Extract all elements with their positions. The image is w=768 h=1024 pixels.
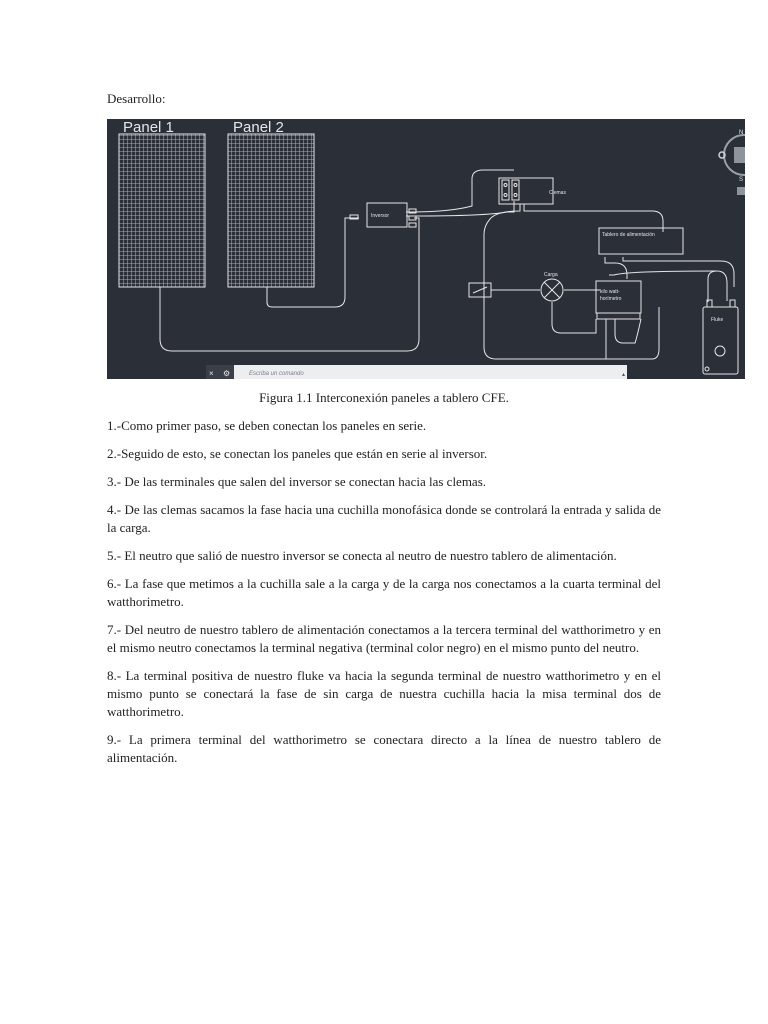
panel-1-label: Panel 1 — [123, 119, 174, 136]
command-dropdown-icon[interactable]: ▴ — [622, 372, 626, 378]
watthorimetro-label-2: horímetro — [600, 296, 622, 302]
inversor-label: Inversor — [371, 213, 390, 219]
command-line-bar[interactable] — [206, 365, 627, 379]
wiring-diagram-figure — [107, 119, 745, 379]
step-paragraph: 5.- El neutro que salió de nuestro inversor se conecta al neutro de nuestro tablero de alimentación. — [107, 548, 617, 563]
step-paragraph: 8.- La terminal positiva de nuestro fluke va hacia la segunda terminal de nuestro watthorimetro y en el mismo punto se conectará la fase de sin carga de nuestra cuchilla hacia la misa terminal dos de watthorimetro. — [107, 668, 661, 719]
step-paragraph: 2.-Seguido de esto, se conectan los paneles que están en serie al inversor. — [107, 446, 488, 461]
command-wrench-icon[interactable]: ⚙ — [223, 369, 231, 378]
solar-panel-1 — [119, 134, 205, 287]
fluke-label: Fluke — [711, 317, 724, 323]
solar-panel-2 — [228, 134, 314, 287]
carga-label: Carga — [544, 272, 558, 278]
step-paragraph: 1.-Como primer paso, se deben conectan los paneles en serie. — [107, 418, 427, 433]
section-heading: Desarrollo: — [107, 91, 166, 106]
steps-list — [107, 417, 661, 777]
compass-n-label: N — [739, 130, 744, 136]
command-input[interactable]: Escriba un comando — [249, 371, 304, 377]
step-paragraph: 9.- La primera terminal del watthorimetro se conectara directo a la línea de nuestro tablero de alimentación. — [107, 732, 661, 765]
step-paragraph: 6.- La fase que metimos a la cuchilla sale a la carga y de la carga nos conectamos a la cuarta terminal del watthorimetro. — [107, 576, 661, 609]
clemas-label: Clemas — [549, 190, 566, 196]
figure-caption: Figura 1.1 Interconexión paneles a tablero CFE. — [259, 390, 509, 405]
watthorimetro-label-1: kilo watt- — [600, 289, 620, 295]
viewcube-compass[interactable] — [719, 130, 745, 195]
command-close-icon[interactable]: × — [209, 369, 214, 378]
tablero-label: Tablero de alimentación — [602, 232, 655, 238]
step-paragraph: 4.- De las clemas sacamos la fase hacia una cuchilla monofásica donde se controlará la entrada y salida de la carga. — [107, 502, 661, 535]
step-paragraph: 7.- Del neutro de nuestro tablero de alimentación conectamos a la tercera terminal del watthorimetro y en el mismo neutro conectamos la terminal negativa (terminal color negro) en el mismo punto del neutro. — [107, 622, 661, 655]
step-paragraph: 3.- De las terminales que salen del inversor se conectan hacia las clemas. — [107, 474, 487, 489]
panel-2-label: Panel 2 — [233, 119, 284, 136]
wiring-diagram — [107, 119, 745, 379]
compass-s-label: S — [739, 177, 744, 183]
